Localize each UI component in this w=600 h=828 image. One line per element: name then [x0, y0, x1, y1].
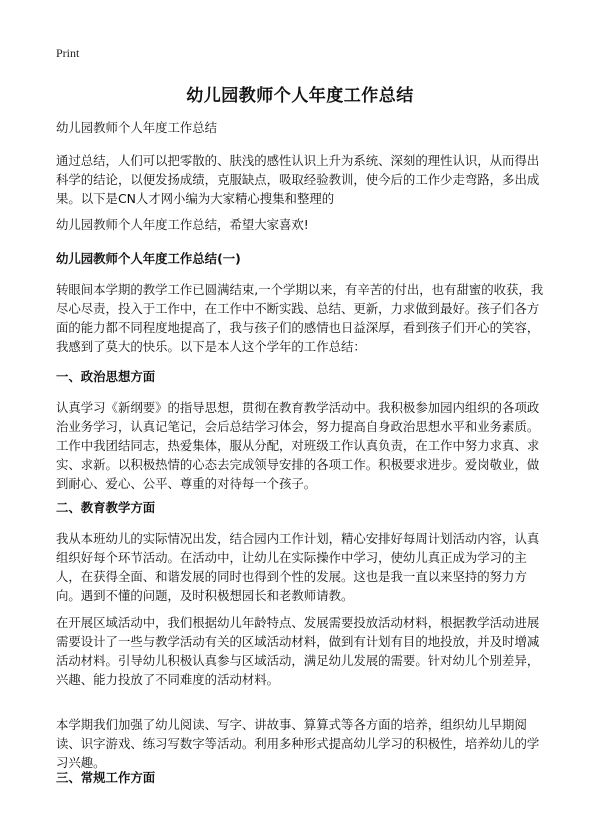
section-title: 幼儿园教师个人年度工作总结(一) [56, 251, 241, 266]
teaching-paragraph-3: 本学期我们加强了幼儿阅读、写字、讲故事、算算式等各方面的培养，组织幼儿早期阅读、识字游戏、练习写数字等活动。利用多种形式提高幼儿学习的积极性，培养幼儿的学习兴趣。 [56, 717, 540, 770]
page-title: 幼儿园教师个人年度工作总结 [186, 86, 414, 106]
teaching-paragraph-1: 我从本班幼儿的实际情况出发，结合园内工作计划，精心安排好每周计划活动内容，认真组织好每个环节活动。在活动中，让幼儿在实际操作中学习，使幼儿真正成为学习的主人，在获得全面、和谐发展的同时也得到个性的发展。这也是我一直以来坚持的努力方向。遇到不懂的问题，及时积极想园长和老教师请教。 [56, 531, 540, 603]
heading-politics: 一、政治思想方面 [56, 369, 156, 384]
opening-paragraph: 转眼间本学期的教学工作已圆满结束,一个学期以来，有辛苦的付出，也有甜蜜的收获，我尽心尽责，投入于工作中，在工作中不断实践、总结、更新，力求做到最好。孩子们各方面的能力都不同程度地提高了，我与孩子们的感情也日益深厚，看到孩子们开心的笑容，我感到了莫大的快乐。以下是本人这个学年的工作总结： [56, 282, 544, 354]
intro-paragraph: 通过总结，人们可以把零散的、肤浅的感性认识上升为系统、深刻的理性认识，从而得出科学的结论，以便发扬成绩，克服缺点，吸取经验教训，使今后的工作少走弯路，多出成果。以下是CN人才网小编为大家精心搜集和整理的 [56, 153, 540, 206]
politics-paragraph: 认真学习《新纲要》的指导思想，贯彻在教育教学活动中。我积极参加园内组织的各项政治业务学习，认真记笔记，会后总结学习体会，努力提高自身政治思想水平和业务素质。工作中我团结同志，热爱集体，服从分配，对班级工作认真负责，在工作中努力求真、求实、求新。以积极热情的心态去完成领导安排的各项工作。积极要求进步。爱岗敬业，做到耐心、爱心、公平、尊重的对待每一个孩子。 [56, 400, 540, 491]
heading-teaching: 二、教育教学方面 [56, 500, 156, 515]
print-link[interactable]: Print [56, 46, 80, 60]
heading-routine: 三、常规工作方面 [56, 770, 156, 785]
teaching-paragraph-2: 在开展区域活动中，我们根据幼儿年龄特点、发展需要投放活动材料，根据教学活动进展需要设计了一些与教学活动有关的区域活动材料，做到有计划有目的地投放，并及时增减活动材料。引导幼儿积极认真参与区域活动，满足幼儿发展的需要。针对幼儿个别差异，兴趣、能力投放了不同难度的活动材料。 [56, 615, 540, 687]
intro-end-paragraph: 幼儿园教师个人年度工作总结，希望大家喜欢! [56, 217, 309, 232]
subtitle-paragraph: 幼儿园教师个人年度工作总结 [56, 120, 218, 135]
